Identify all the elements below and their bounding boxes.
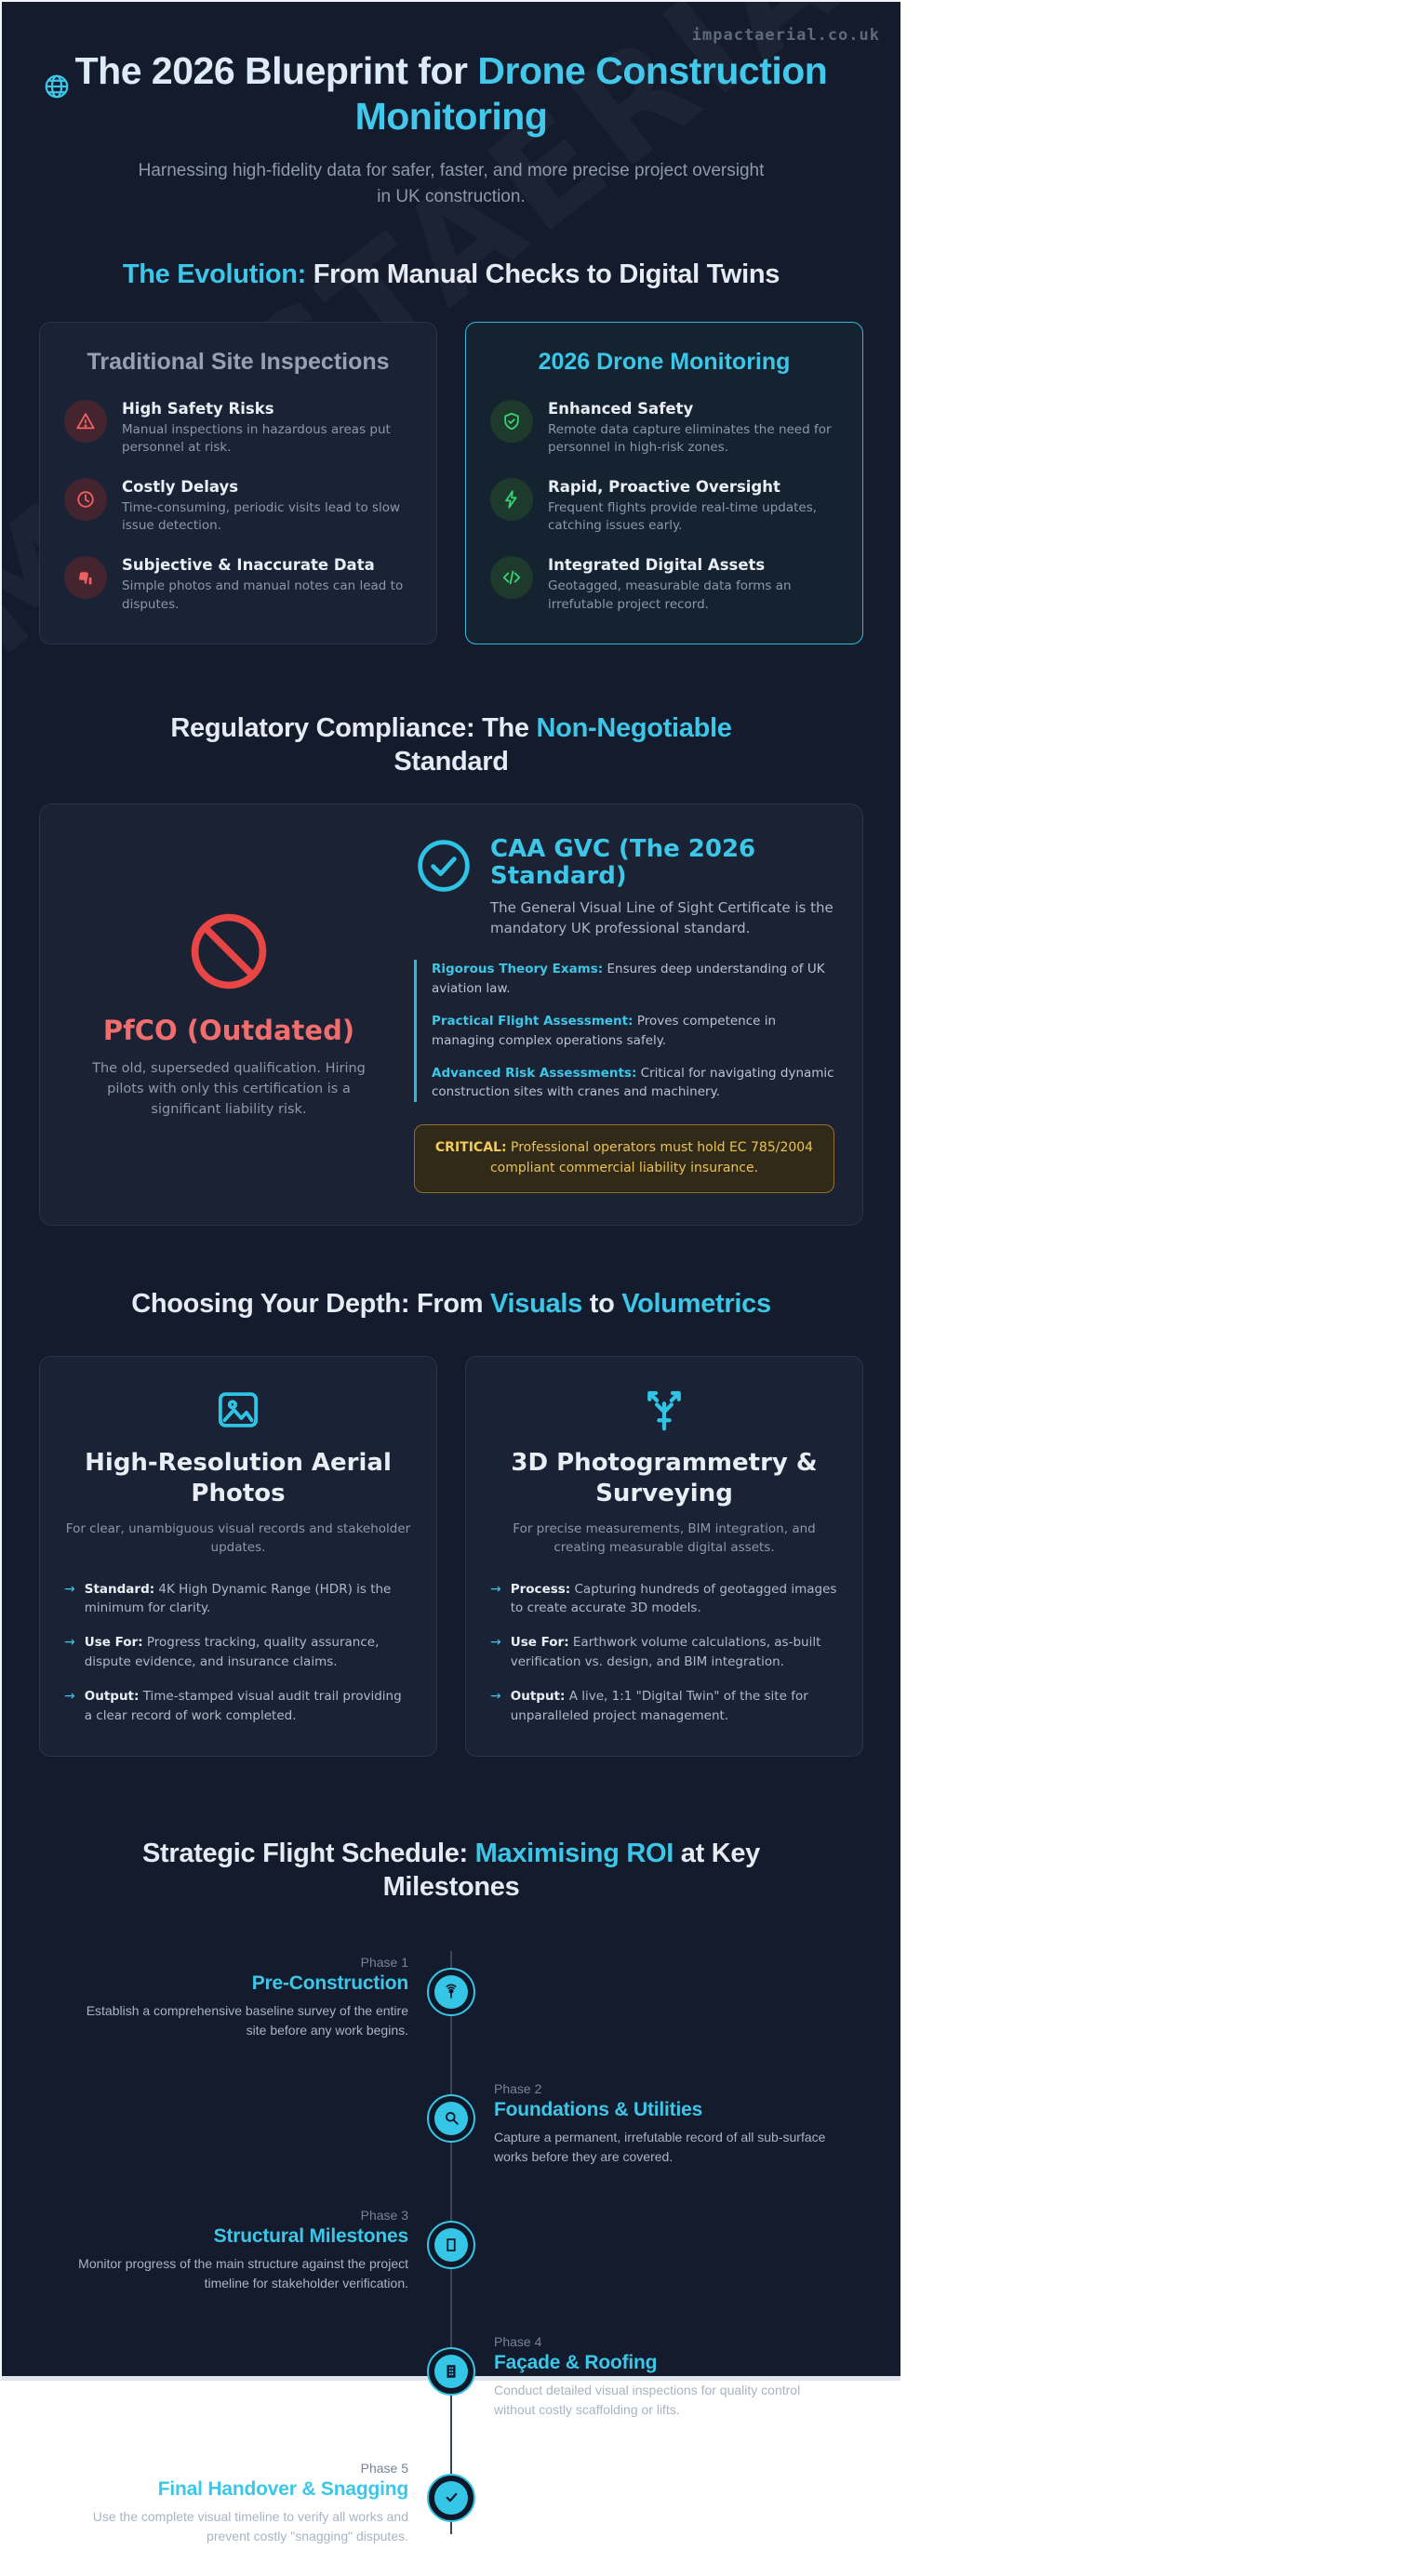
point-text: Capturing hundreds of geotagged images to create accurate 3D models. <box>510 1581 837 1616</box>
drone-card-title: 2026 Drone Monitoring <box>538 348 791 375</box>
critical-label: CRITICAL: <box>434 1140 507 1156</box>
drone-icon <box>490 1385 838 1435</box>
schedule-heading-post: at Key Milestones <box>382 1839 760 1903</box>
feature-title: Enhanced Safety <box>548 399 694 418</box>
point-label: Output: <box>84 1689 140 1705</box>
list-item <box>64 400 412 458</box>
phase-content <box>64 1955 408 2040</box>
phase-content <box>494 2081 838 2167</box>
card-title: 3D Photogrammetry & Surveying <box>511 1449 818 1507</box>
critical-callout <box>414 1124 834 1192</box>
depth-heading-mid: to <box>581 1288 622 1319</box>
point-label: Output: <box>510 1689 566 1705</box>
schedule-heading <box>98 1837 805 1905</box>
phase-row <box>2 2197 900 2323</box>
feature-text <box>122 400 412 458</box>
point-text: Ensures deep understanding of UK aviation law. <box>432 961 825 996</box>
list-item <box>64 1633 412 1672</box>
page-title <box>60 48 842 139</box>
point-label: Use For: <box>84 1635 143 1651</box>
point-label: Process: <box>510 1581 571 1597</box>
shield-check-icon <box>490 400 533 443</box>
warning-triangle-icon <box>64 400 107 443</box>
pfco-desc: The old, superseded qualification. Hiring pilots with only this certification is a significant liability risk. <box>92 1061 366 1117</box>
compliance-card <box>39 803 863 1226</box>
feature-desc: Remote data capture eliminates the need for personnel in high-risk zones. <box>548 421 832 456</box>
phase-title: Structural Milestones <box>213 2224 408 2247</box>
list-item <box>64 556 412 614</box>
phase-title: Final Handover & Snagging <box>157 2477 408 2500</box>
compliance-heading-post: Standard <box>393 747 509 777</box>
point-text: A live, 1:1 "Digital Twin" of the site for unparalleled project management. <box>510 1689 808 1724</box>
feature-text <box>548 478 838 536</box>
point <box>511 1687 838 1726</box>
feature-desc: Frequent flights provide real-time updates, catching issues early. <box>548 499 818 534</box>
schedule-heading-accent: Maximising ROI <box>474 1839 673 1869</box>
drone-monitoring-card <box>465 322 863 644</box>
list-item <box>432 1012 834 1051</box>
timeline-node <box>427 2221 475 2269</box>
timeline-node <box>427 1968 475 2016</box>
feature-desc: Simple photos and manual notes can lead to disputes. <box>122 578 404 612</box>
page-subtitle: Harnessing high-fidelity data for safer, faster, and more precise project oversight in UK construction. <box>138 161 765 206</box>
phase-content <box>64 2461 408 2546</box>
globe-icon <box>43 73 71 100</box>
gvc-title: CAA GVC (The 2026 Standard) <box>490 834 756 891</box>
depth-heading-accent1: Visuals <box>490 1288 582 1319</box>
timeline-node <box>427 2474 475 2522</box>
aerial-photos-card <box>39 1356 437 1757</box>
critical-text: Professional operators must hold EC 785/2004 compliant commercial liability insurance. <box>489 1140 814 1176</box>
traditional-card-title: Traditional Site Inspections <box>87 348 390 375</box>
phase-row <box>2 1944 900 2070</box>
point-label: Rigorous Theory Exams: <box>432 961 604 976</box>
pfco-title: PfCO (Outdated) <box>102 1015 355 1047</box>
phase-content <box>494 2334 838 2420</box>
feature-desc: Manual inspections in hazardous areas put personnel at risk. <box>122 421 391 456</box>
list-item <box>432 960 834 999</box>
compliance-heading-accent: Non-Negotiable <box>536 713 732 744</box>
pfco-column <box>68 909 390 1120</box>
phase-content <box>64 2208 408 2293</box>
depth-heading <box>79 1287 823 1321</box>
photo-icon <box>64 1385 412 1435</box>
evolution-cards <box>39 322 863 644</box>
point-text: Time-stamped visual audit trail providing a clear record of work completed. <box>84 1689 402 1724</box>
feature-desc: Geotagged, measurable data forms an irrefutable project record. <box>548 578 792 612</box>
point-label: Use For: <box>510 1635 569 1651</box>
check-icon <box>434 2481 468 2515</box>
arrow-icon: → <box>490 1689 501 1705</box>
point <box>85 1687 412 1726</box>
card-subtitle: For clear, unambiguous visual records and stakeholder updates. <box>65 1521 411 1556</box>
feature-text <box>548 556 838 614</box>
phase-title: Foundations & Utilities <box>494 2098 703 2120</box>
feature-title: High Safety Risks <box>122 399 274 418</box>
point-label: Practical Flight Assessment: <box>432 1013 633 1029</box>
traditional-inspections-card <box>39 322 437 644</box>
phase-desc: Use the complete visual timeline to verify all works and prevent costly "snagging" disputes. <box>92 2508 408 2543</box>
phase-desc: Establish a comprehensive baseline survey of the entire site before any work begins. <box>86 2002 408 2038</box>
phase-desc: Monitor progress of the main structure against the project timeline for stakeholder verification. <box>78 2255 408 2291</box>
phase-title: Pre-Construction <box>251 1972 408 1994</box>
point-text: Progress tracking, quality assurance, dispute evidence, and insurance claims. <box>84 1635 380 1670</box>
structure-frame-icon <box>434 2228 468 2262</box>
feature-text <box>122 556 412 614</box>
timeline-node <box>427 2094 475 2143</box>
phase-number: Phase 4 <box>494 2333 542 2349</box>
depth-heading-accent2: Volumetrics <box>621 1288 771 1319</box>
point-text: Earthwork volume calculations, as-built verification vs. design, and BIM integration. <box>510 1635 821 1670</box>
list-item <box>490 1687 838 1726</box>
photogrammetry-card <box>465 1356 863 1757</box>
list-item <box>64 1687 412 1726</box>
evolution-heading <box>79 258 823 291</box>
timeline-node <box>427 2347 475 2396</box>
list-item <box>432 1064 834 1103</box>
phase-number: Phase 1 <box>360 1954 408 1970</box>
feature-text <box>548 400 838 458</box>
feature-title: Subjective & Inaccurate Data <box>122 555 375 574</box>
phase-number: Phase 3 <box>360 2207 408 2223</box>
page-title-pre: The 2026 Blueprint for <box>74 49 478 92</box>
gvc-column <box>414 836 834 1193</box>
phase-title: Façade & Roofing <box>494 2351 658 2373</box>
card-subtitle: For precise measurements, BIM integration, and creating measurable digital assets. <box>513 1521 816 1556</box>
gvc-header-text <box>490 836 834 939</box>
gvc-header <box>414 836 834 939</box>
building-icon <box>434 2355 468 2388</box>
feature-desc: Time-consuming, periodic visits lead to slow issue detection. <box>122 499 401 534</box>
compliance-heading <box>116 711 786 779</box>
point <box>511 1580 838 1619</box>
gvc-points <box>414 960 834 1103</box>
feature-title: Rapid, Proactive Oversight <box>548 477 780 496</box>
point <box>511 1633 838 1672</box>
phase-desc: Conduct detailed visual inspections for quality control without costly scaffolding or lifts. <box>494 2382 801 2417</box>
list-item <box>64 478 412 536</box>
feature-text <box>122 478 412 536</box>
list-item <box>490 478 838 536</box>
point-text: 4K High Dynamic Range (HDR) is the minimum for clarity. <box>84 1581 392 1616</box>
schedule-heading-pre: Strategic Flight Schedule: <box>141 1839 475 1869</box>
phase-number: Phase 2 <box>494 2080 542 2096</box>
feature-title: Integrated Digital Assets <box>548 555 766 574</box>
evolution-heading-rest: From Manual Checks to Digital Twins <box>306 259 780 290</box>
lightning-icon <box>490 478 533 521</box>
magnifier-icon <box>434 2102 468 2135</box>
phase-number: Phase 5 <box>360 2460 408 2476</box>
clock-icon <box>64 478 107 521</box>
point-text: Proves competence in managing complex operations safely. <box>432 1013 777 1048</box>
list-item <box>490 556 838 614</box>
phase-row <box>2 2323 900 2450</box>
point <box>85 1633 412 1672</box>
list-item <box>490 1633 838 1672</box>
evolution-heading-accent: The Evolution: <box>122 259 307 290</box>
point-label: Advanced Risk Assessments: <box>432 1065 637 1081</box>
phase-row <box>2 2070 900 2197</box>
compliance-heading-pre: Regulatory Compliance: The <box>170 713 537 744</box>
list-item <box>490 1580 838 1619</box>
page-title-accent: Drone Construction Monitoring <box>354 49 828 139</box>
phase-row <box>2 2450 900 2576</box>
top-watermark: impactaerial.co.uk <box>691 26 880 45</box>
prohibition-icon <box>75 909 382 994</box>
point-text: Critical for navigating dynamic construction sites with cranes and machinery. <box>432 1065 834 1100</box>
flight-schedule-timeline <box>2 1944 900 2576</box>
arrow-icon: → <box>64 1635 75 1651</box>
point <box>85 1580 412 1619</box>
arrow-icon: → <box>490 1581 501 1597</box>
check-circle-icon <box>414 836 473 896</box>
depth-cards <box>39 1356 863 1757</box>
arrow-icon: → <box>64 1581 75 1597</box>
point-label: Standard: <box>84 1581 155 1597</box>
thumbs-down-icon <box>64 556 107 599</box>
gvc-desc: The General Visual Line of Sight Certificate is the mandatory UK professional standard. <box>490 899 834 937</box>
beacon-icon <box>434 1975 468 2009</box>
code-icon <box>490 556 533 599</box>
arrow-icon: → <box>490 1635 501 1651</box>
list-item <box>490 400 838 458</box>
card-title: High-Resolution Aerial Photos <box>85 1449 392 1507</box>
phase-desc: Capture a permanent, irrefutable record of all sub-surface works before they are covered. <box>494 2129 826 2164</box>
list-item <box>64 1580 412 1619</box>
depth-heading-pre: Choosing Your Depth: From <box>131 1288 491 1319</box>
arrow-icon: → <box>64 1689 75 1705</box>
feature-title: Costly Delays <box>122 477 239 496</box>
